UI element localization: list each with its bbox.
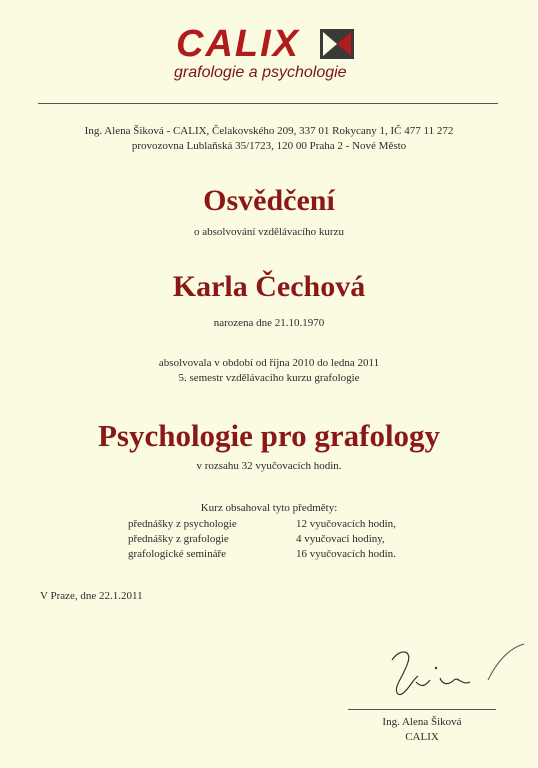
period-line-1: absolvovala v období od října 2010 do ledna 2011 (158, 357, 380, 369)
address-line-1: Ing. Alena Šiková - CALIX, Čelakovského 209, 337 01 Rokycany 1, IČ 477 11 272 (84, 125, 454, 137)
subjects-heading: Kurz obsahoval tyto předměty: (200, 502, 338, 514)
signer-company: CALIX (405, 731, 439, 743)
certificate-subtitle: o absolvování vzdělávacího kurzu (194, 226, 344, 238)
logo-subtitle: grafologie a psychologie (174, 64, 347, 81)
calix-emblem-icon (320, 29, 354, 59)
logo-wordmark: CALIX (176, 23, 300, 65)
subject-name: přednášky z grafologie (128, 533, 229, 545)
period-line-2: 5. semestr vzdělávacího kurzu grafologie (178, 372, 360, 384)
certificate-title: Osvědčení (203, 184, 335, 217)
birth-date: narozena dne 21.10.1970 (213, 317, 325, 329)
list-item (128, 547, 396, 562)
place-and-date: V Praze, dne 22.1.2011 (40, 590, 143, 602)
subject-name: grafologické semináře (128, 548, 227, 560)
subjects-list (128, 517, 396, 562)
subject-name: přednášky z psychologie (128, 518, 237, 530)
subject-hours: 12 vyučovacích hodin, (296, 518, 396, 530)
recipient-name: Karla Čechová (172, 270, 366, 303)
address-line-2: provozovna Lublaňská 35/1723, 120 00 Praha 2 - Nové Město (131, 140, 407, 152)
list-item (128, 532, 396, 547)
subject-hours: 4 vyučovací hodiny, (296, 533, 385, 545)
signer-name: Ing. Alena Šiková (382, 716, 462, 728)
signature-line (348, 709, 496, 710)
header-divider (38, 103, 498, 104)
course-scope: v rozsahu 32 vyučovacích hodin. (196, 460, 342, 472)
calix-logo (170, 22, 370, 86)
course-title: Psychologie pro grafology (97, 418, 441, 453)
handwritten-signature (378, 640, 528, 700)
subject-hours: 16 vyučovacích hodin. (296, 548, 396, 560)
list-item (128, 517, 396, 532)
